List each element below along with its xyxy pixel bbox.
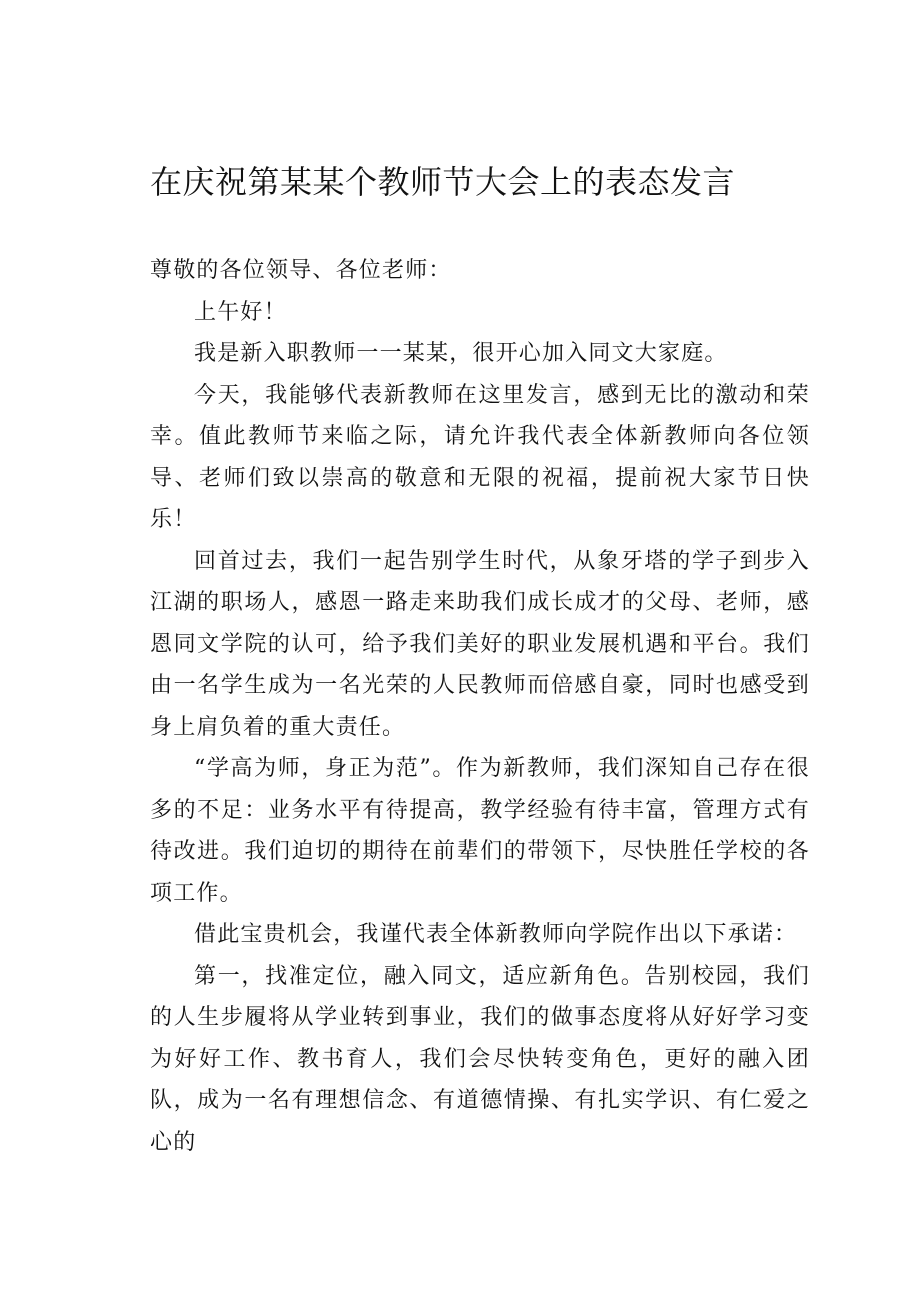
document-title: 在庆祝第某某个教师节大会上的表态发言 [150, 163, 736, 201]
paragraph-introduction: 我是新入职教师一一某某，很开心加入同文大家庭。 [194, 341, 728, 366]
paragraph-gratitude: 今天，我能够代表新教师在这里发言，感到无比的激动和荣幸。值此教师节来临之际，请允许我代表全体新教师向各位领导、老师们致以崇高的敬意和无限的祝福，提前祝大家节日快乐！ [150, 382, 810, 532]
paragraph-reflection: 回首过去，我们一起告别学生时代，从象牙塔的学子到步入江湖的职场人，感恩一路走来助我们成长成才的父母、老师，感恩同文学院的认可，给予我们美好的职业发展机遇和平台。我们由一名学生成为一名光荣的人民教师而倍感自豪，同时也感受到身上肩负着的重大责任。 [150, 548, 810, 740]
paragraph-commitment-intro: 借此宝贵机会，我谨代表全体新教师向学院作出以下承诺： [194, 922, 798, 947]
paragraph-motto: “学高为师，身正为范”。作为新教师，我们深知自己存在很多的不足：业务水平有待提高，教学经验有待丰富，管理方式有待改进。我们迫切的期待在前辈们的带领下，尽快胜任学校的各项工作。 [150, 756, 810, 906]
paragraph-commitment-first: 第一，找准定位，融入同文，适应新角色。告别校园，我们的人生步履将从学业转到事业，我们的做事态度将从好好学习变为好好工作、教书育人，我们会尽快转变角色，更好的融入团队，成为一名有理想信念、有道德情操、有扎实学识、有仁爱之心的 [150, 963, 810, 1155]
document-body [150, 250, 810, 1163]
salutation: 尊敬的各位领导、各位老师： [150, 258, 452, 283]
paragraph-greeting: 上午好！ [194, 299, 287, 325]
